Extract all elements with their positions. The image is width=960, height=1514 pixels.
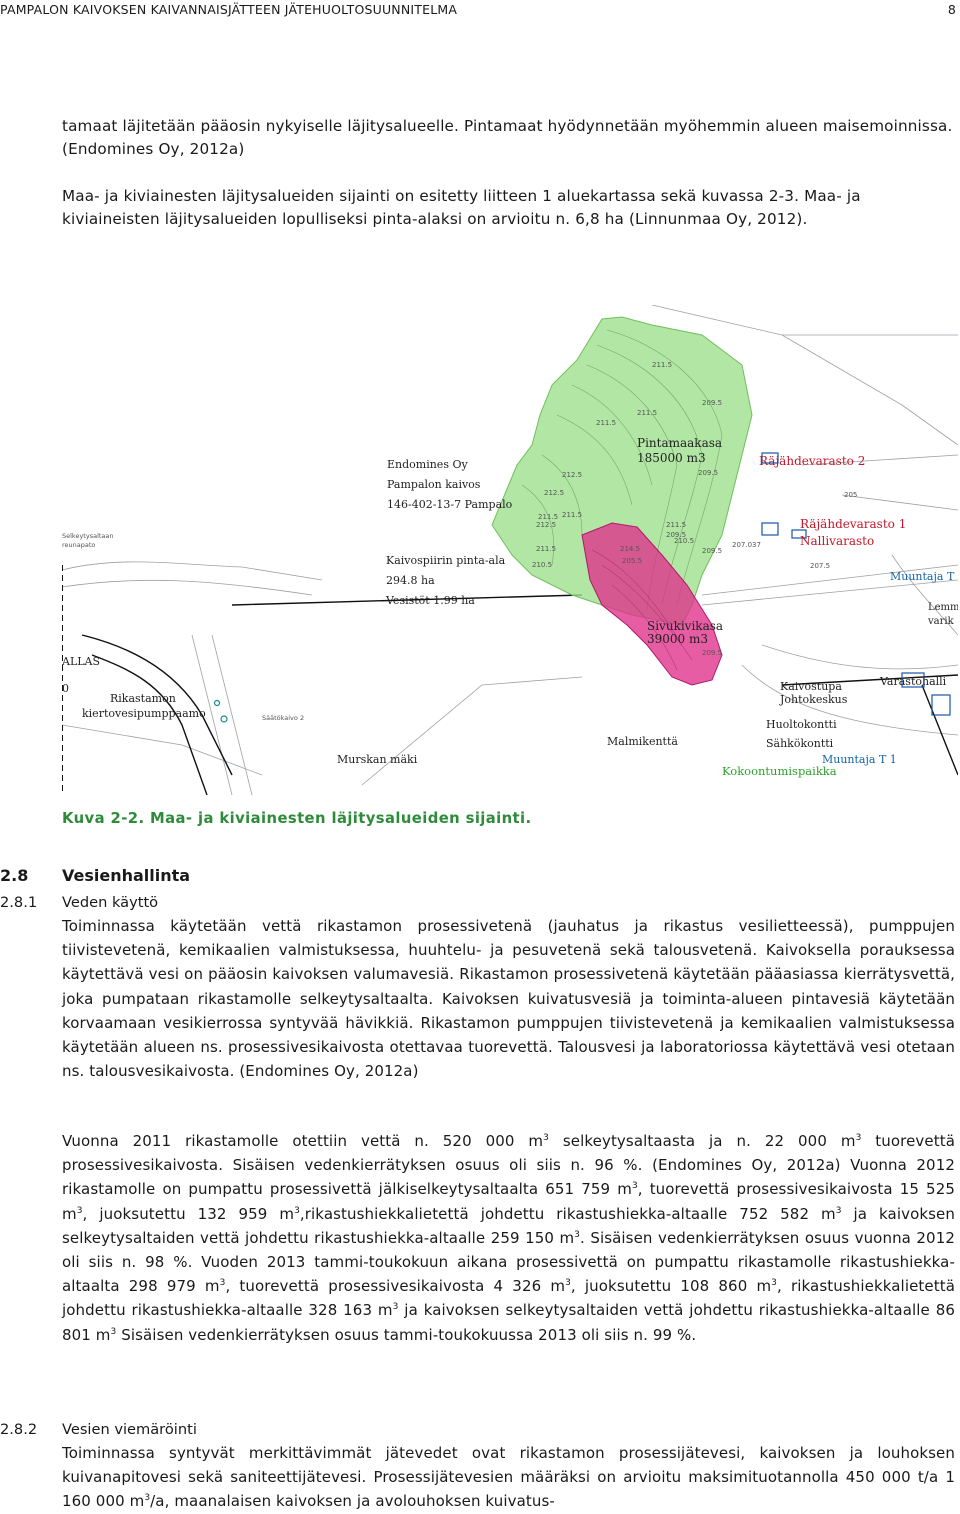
contour-label: 212.5	[544, 489, 565, 497]
intro-paragraph-1: tamaat läjitetään pääosin nykyiselle läjitysalueelle. Pintamaat hyödynnetään myöhemmin alueen maisemoinnissa. (Endomines Oy, 2012a)	[62, 117, 953, 159]
site-map	[62, 305, 958, 795]
superscript: 3	[565, 1278, 571, 1289]
rajahdevarasto1-label: Räjähdevarasto 1	[800, 517, 907, 531]
sahkokontti-label: Sähkökontti	[766, 737, 834, 750]
reunapato-label: reunapato	[62, 541, 96, 549]
contour-label: 209.5	[702, 547, 723, 555]
text-span: ja kaivoksen selkeytysaltaiden vettä johdettu rikastushiekka-altaalle 259 150 m	[62, 1204, 955, 1247]
map-info-line: Endomines Oy	[387, 458, 468, 471]
rikastamon-label: Rikastamon	[110, 692, 176, 705]
intro-paragraph-2: Maa- ja kiviainesten läjitysalueiden sijainti on esitetty liitteen 1 aluekartassa sekä kuvassa 2-3. Maa- ja kiviaineisten läjitysalueiden lopulliseksi pinta-alaksi on arvioitu n. 6,8 ha (Linnunmaa Oy, 2012).	[62, 187, 861, 229]
subsection-title: Veden käyttö	[62, 894, 159, 911]
page-header	[0, 2, 960, 20]
contour-label: 209.5	[702, 649, 723, 657]
text-span: . Sisäisen vedenkierrätyksen osuus vuonna 2012 oli siis n. 98 %. Vuoden 2013 tammi-toukokuun aikana prosessivettä on pumpattu rikastamolle rikastushiekka-altaalta 298 979 m	[62, 1228, 955, 1296]
contour-label: 211.5	[637, 409, 658, 417]
text-span: , rikastushiekkalietettä johdettu rikastushiekka-altaalle 328 163 m	[62, 1277, 955, 1320]
text-span: ,rikastushiekkalietettä johdettu rikastushiekka-altaalle 752 582 m	[299, 1204, 836, 1223]
pintamaakasa-volume: 185000 m3	[637, 451, 706, 465]
subsection-number: 2.8.1	[0, 894, 38, 911]
superscript: 3	[771, 1278, 777, 1289]
muuntaja-t1-label: Muuntaja T 1	[822, 753, 897, 766]
contour-label: 209.5	[698, 469, 719, 477]
contour-label: 210.5	[532, 561, 553, 569]
nallivarasto-label: Nallivarasto	[800, 534, 875, 548]
water-use-paragraph: Toiminnassa käytetään vettä rikastamon prosessivetenä (jauhatus ja rikastus vesilietteessä), pumppujen tiivistevetenä, kemikaalien valmistuksessa, huuhtelu- ja pesuvetenä sekä talousvetenä. Kaivoksella porauksessa käytettävä vesi on pääosin kaivoksen valumavesiä. Rikastamon prosessivetenä käytetään pääasiassa kierrätysvettä, joka pumpataan rikastamolle selkeytysaltaalta. Kaivoksen kuivatusvesiä ja toiminta-alueen pintavesiä käytetään korvaamaan vesikierrossa syntyvää hävikkiä. Rikastamon pumppujen tiivistevetenä ja kemikaalien valmistuksessa käytetään alueen ns. prosessivesikaivosta otettavaa tuorevettä. Talousvesi ja laboratoriossa käytettävä vesi otetaan ns. talousvesikaivosta. (Endomines Oy, 2012a)	[62, 917, 955, 1081]
contour-label: 211.5	[536, 545, 557, 553]
kaivostupa-label: Kaivostupa	[780, 680, 842, 693]
saatokaivo-label: Säätökaivo 2	[262, 714, 305, 722]
contour-label: 207.5	[810, 562, 831, 570]
superscript: 3	[543, 1133, 549, 1143]
site-map-figure	[62, 305, 958, 795]
text-span: tuorevettä prosessivesikaivosta. Sisäisen vedenkierrätyksen osuus oli siis n. 96 %. (Endomines Oy, 2012a) Vuonna 2012 rikastamolle on pumpattu prosessivettä jälkiselkeytysaltaalta 651 759 m	[62, 1132, 955, 1199]
text-span: ja kaivoksen selkeytysaltaiden vettä johdettu rikastushiekka-altaalle 86 801 m	[62, 1301, 955, 1344]
subsection-number: 2.8.2	[0, 1421, 38, 1438]
subsection-title: Vesien viemäröinti	[62, 1421, 197, 1438]
page-number: 8	[947, 2, 956, 17]
superscript: 3	[835, 1205, 842, 1216]
allas-number: 0	[62, 682, 69, 695]
contour-label: 205	[844, 491, 858, 499]
map-info-line: Pampalon kaivos	[387, 478, 481, 491]
sewerage-paragraph	[62, 1441, 955, 1514]
contour-label: 209.5	[702, 399, 723, 407]
map-info-line: 146-402-13-7 Pampalo	[387, 498, 513, 511]
kokoontumispaikka-label: Kokoontumispaikka	[722, 764, 837, 778]
water-volumes-paragraph	[62, 1129, 955, 1347]
superscript: 3	[631, 1181, 638, 1192]
superscript: 3	[144, 1493, 151, 1504]
superscript: 3	[110, 1326, 117, 1337]
murskan-label: Murskan mäki	[337, 753, 418, 766]
muuntaja-t-label: Muuntaja T	[890, 570, 955, 583]
contour-label: 212.5	[536, 521, 557, 529]
malmikentta-label: Malmikenttä	[607, 735, 678, 748]
varikko-label: varik	[928, 616, 954, 627]
text-span: , juoksutettu 132 959 m	[82, 1204, 295, 1223]
sivukivikasa-label: Sivukivikasa	[647, 619, 724, 633]
text-span: Vuonna 2011 rikastamolle otettiin vettä n. 520 000 m	[62, 1132, 544, 1150]
rajahdevarasto2-label: Räjähdevarasto 2	[759, 454, 866, 468]
contour-label: 210.5	[674, 537, 695, 545]
contour-label: 207.037	[732, 541, 761, 549]
huoltokontti-label: Huoltokontti	[766, 718, 837, 731]
figure-caption: Kuva 2-2. Maa- ja kiviainesten läjitysalueiden sijainti.	[62, 810, 532, 827]
selkeytys-label: Selkeytysaltaan	[62, 532, 114, 540]
text-span: , juoksutettu 108 860 m	[570, 1277, 772, 1296]
map-area-line: 294.8 ha	[386, 574, 435, 587]
text-span: Toiminnassa syntyvät merkittävimmät jätevedet ovat rikastamon prosessijätevesi, kaivoksen ja louhoksen kuivanapitovesi sekä saniteettijätevesi. Prosessijätevesien määräksi on arvioitu maksimituotannolla 450 000 t/a 1 160 000 m	[62, 1444, 955, 1511]
superscript: 3	[294, 1205, 300, 1216]
superscript: 3	[855, 1133, 862, 1143]
text-span: selkeytysaltaasta ja n. 22 000 m	[548, 1132, 856, 1150]
contour-label: 205.5	[622, 557, 643, 565]
johtokeskus-label: Johtokeskus	[780, 693, 848, 706]
superscript: 3	[76, 1205, 83, 1216]
document-title: PAMPALON KAIVOKSEN KAIVANNAISJÄTTEEN JÄTEHUOLTOSUUNNITELMA	[0, 2, 458, 17]
contour-label: 212.5	[562, 471, 583, 479]
pintamaakasa-label: Pintamaakasa	[637, 436, 723, 450]
text-span: Sisäisen vedenkierrätyksen osuus tammi-toukokuussa 2013 oli siis n. 99 %.	[116, 1325, 697, 1344]
superscript: 3	[392, 1302, 399, 1313]
varastohalli-label: Varastohalli	[880, 675, 947, 688]
superscript: 3	[219, 1278, 226, 1289]
rikastamon-label-2: kiertovesipumppaamo	[82, 707, 206, 720]
contour-label: 209.5	[666, 531, 687, 539]
contour-label: 211.5	[562, 511, 583, 519]
contour-label: 214.5	[620, 545, 641, 553]
allas-label: ALLAS	[62, 655, 101, 668]
contour-label: 211.5	[652, 361, 673, 369]
section-title: Vesienhallinta	[62, 866, 191, 885]
contour-label: 211.5	[538, 513, 559, 521]
lemmi-label: Lemm	[928, 602, 958, 613]
text-span: /a, maanalaisen kaivoksen ja avolouhoksen kuivatus-	[150, 1492, 555, 1511]
text-span: , tuorevettä prosessivesikaivosta 15 525 m	[62, 1180, 955, 1223]
contour-label: 211.5	[666, 521, 687, 529]
map-area-line: Kaivospiirin pinta-ala	[386, 554, 506, 567]
text-span: , tuorevettä prosessivesikaivosta 4 326 m	[225, 1277, 566, 1296]
contour-label: 211.5	[596, 419, 617, 427]
map-area-line: Vesistöt 1.99 ha	[386, 594, 475, 607]
section-number: 2.8	[0, 866, 29, 885]
superscript: 3	[574, 1229, 580, 1240]
sivukivikasa-volume: 39000 m3	[647, 632, 709, 646]
